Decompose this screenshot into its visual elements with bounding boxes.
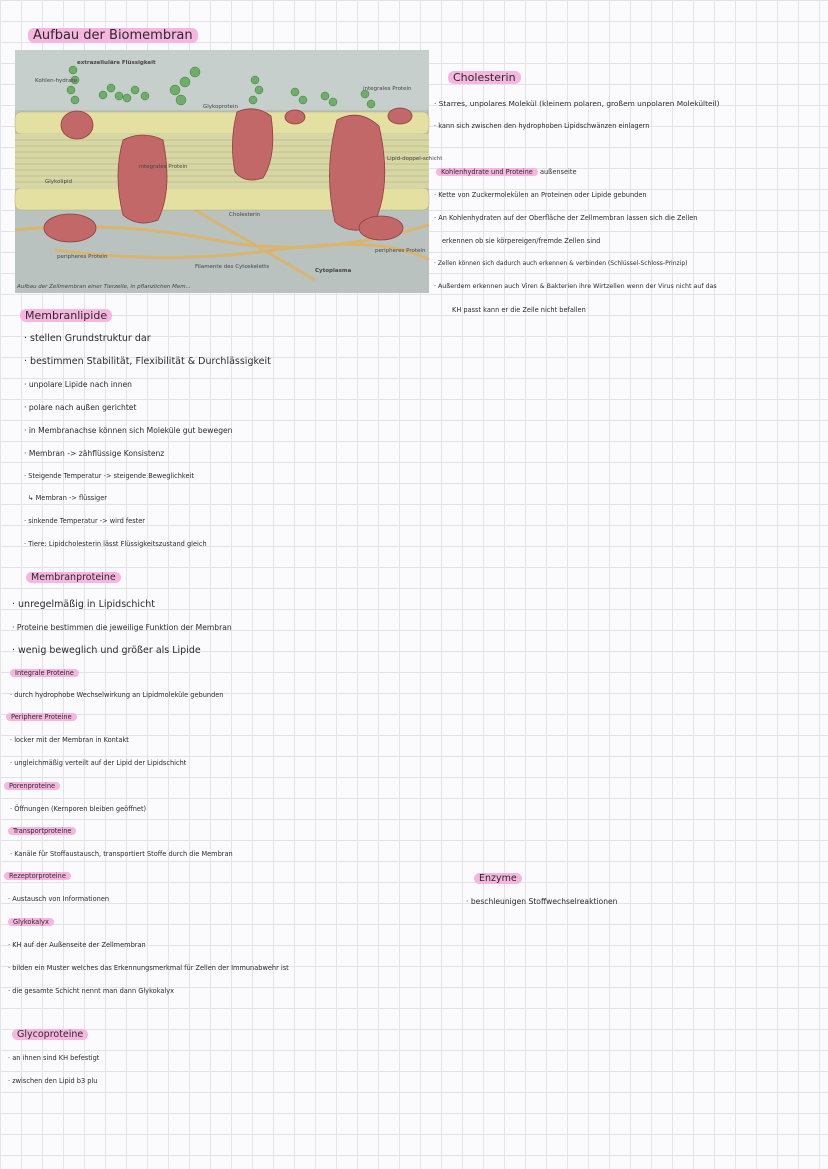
- periphere-item: · locker mit der Membran in Kontakt: [10, 736, 129, 744]
- kohlenhydrate-item: · An Kohlenhydraten auf der Oberfläche der Zellmembran lassen sich die Zellen: [434, 214, 698, 222]
- label-peripheral-right: peripheres Protein: [375, 248, 426, 254]
- glykokalyx-item: · die gesamte Schicht nennt man dann Glykokalyx: [8, 987, 175, 995]
- glykokalyx-item: · KH auf der Außenseite der Zellmembran: [8, 941, 146, 949]
- poren-item: · Öffnungen (Kernporen bleiben geöffnet): [10, 805, 147, 813]
- label-glycolipid: Glykolipid: [45, 179, 72, 185]
- transport-heading: Transportproteine: [8, 826, 76, 836]
- membranlipide-item: · Tiere: Lipidcholesterin lässt Flüssigkeitszustand gleich: [24, 540, 207, 548]
- membranlipide-item: · Membran -> zähflüssige Konsistenz: [24, 449, 165, 458]
- membrane-figure: [15, 50, 443, 293]
- membranlipide-heading: Membranlipide: [20, 309, 112, 323]
- integrale-heading: Integrale Proteine: [10, 668, 79, 678]
- label-cytoplasm: Cytoplasma: [315, 268, 352, 274]
- glykokalyx-heading: Glykokalyx: [8, 917, 54, 927]
- kohlenhydrate-item: · Außerdem erkennen auch Viren & Bakterien ihre Wirtzellen wenn der Virus nicht auf das: [434, 283, 717, 290]
- label-integral-center: integrales Protein: [139, 164, 188, 170]
- glycoproteine-heading: Glycoproteine: [12, 1029, 88, 1041]
- label-integral-right: integrales Protein: [363, 86, 412, 92]
- cholesterin-item: · Starres, unpolares Molekül (kleinem polaren, großem unpolaren Molekülteil): [434, 99, 720, 108]
- kohlenhydrate-item: erkennen ob sie körpereigen/fremde Zellen sind: [442, 237, 601, 245]
- label-glycoprotein: Glykoprotein: [203, 104, 238, 110]
- enzyme-item: · beschleunigen Stoffwechselreaktionen: [466, 897, 618, 906]
- cholesterin-item: · kann sich zwischen den hydrophoben Lipidschwänzen einlagern: [434, 122, 650, 130]
- periphere-heading: Periphere Proteine: [6, 712, 77, 722]
- rezeptor-heading: Rezeptorproteine: [4, 871, 71, 881]
- membranlipide-item: · polare nach außen gerichtet: [24, 403, 137, 412]
- membranlipide-item: ↳ Membran -> flüssiger: [28, 494, 107, 502]
- transport-item: · Kanäle für Stoffaustausch, transportiert Stoffe durch die Membran: [10, 850, 233, 858]
- membranproteine-item: · wenig beweglich und größer als Lipide: [12, 645, 201, 656]
- membranproteine-item: · unregelmäßig in Lipidschicht: [12, 599, 156, 610]
- label-cholesterol: Cholesterin: [229, 212, 261, 218]
- membranlipide-item: · in Membranachse können sich Moleküle gut bewegen: [24, 426, 233, 435]
- cholesterin-heading: Cholesterin: [448, 71, 521, 85]
- membranlipide-item: · stellen Grundstruktur dar: [24, 333, 151, 344]
- membranlipide-item: · Steigende Temperatur -> steigende Beweglichkeit: [24, 472, 194, 480]
- label-carbohydrate: Kohlen-hydrate: [35, 78, 77, 84]
- kohlenhydrate-heading: Kohlenhydrate und Proteine außenseite: [436, 167, 577, 177]
- membranproteine-heading: Membranproteine: [26, 572, 121, 584]
- label-filaments: Filamente des Cytoskeletts: [195, 264, 270, 270]
- kohlenhydrate-item: KH passt kann er die Zelle nicht befallen: [452, 306, 586, 314]
- label-extracellular: extrazelluläre Flüssigkeit: [77, 60, 156, 66]
- membranlipide-item: · bestimmen Stabilität, Flexibilität & Durchlässigkeit: [24, 356, 271, 367]
- membranlipide-item: · unpolare Lipide nach innen: [24, 380, 132, 389]
- glycoproteine-item: · an ihnen sind KH befestigt: [8, 1054, 100, 1062]
- glycoproteine-item: · zwischen den Lipid b3 plu: [8, 1077, 98, 1085]
- integrale-item: · durch hydrophobe Wechselwirkung an Lipidmoleküle gebunden: [10, 691, 224, 699]
- figure-caption: Aufbau der Zellmembran einer Tierzelle, in pflanzlichen Mem...: [17, 284, 191, 290]
- rezeptor-item: · Austausch von Informationen: [8, 895, 110, 903]
- label-peripheral-left: peripheres Protein: [57, 254, 108, 260]
- enzyme-heading: Enzyme: [474, 873, 522, 885]
- poren-heading: Porenproteine: [4, 781, 60, 791]
- glykokalyx-item: · bilden ein Muster welches das Erkennungsmerkmal für Zellen der Immunabwehr ist: [8, 964, 289, 972]
- label-lipid-bilayer: Lipid-doppel-schicht: [387, 156, 443, 162]
- periphere-item: · ungleichmäßig verteilt auf der Lipid der Lipidschicht: [10, 759, 187, 767]
- membranlipide-item: · sinkende Temperatur -> wird fester: [24, 517, 146, 525]
- page-title: Aufbau der Biomembran: [28, 28, 198, 44]
- kohlenhydrate-item: · Kette von Zuckermolekülen an Proteinen oder Lipide gebunden: [434, 191, 647, 199]
- membranproteine-item: · Proteine bestimmen die jeweilige Funktion der Membran: [12, 623, 232, 632]
- kohlenhydrate-item: · Zellen können sich dadurch auch erkennen & verbinden (Schlüssel-Schloss-Prinzip): [434, 260, 688, 267]
